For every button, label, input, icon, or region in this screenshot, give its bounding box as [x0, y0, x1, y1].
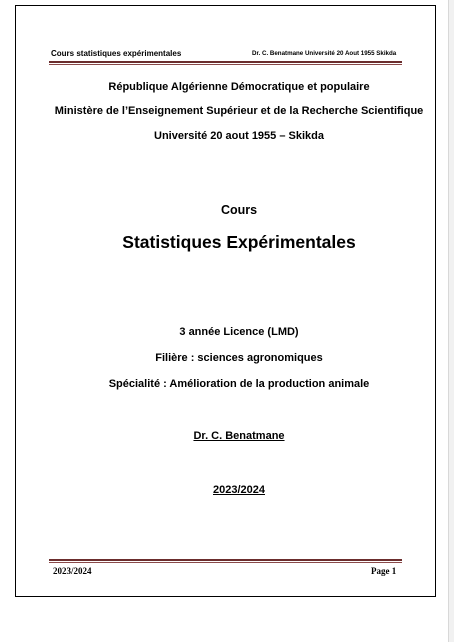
author-name [49, 430, 429, 442]
footer-rule-thick [49, 559, 402, 561]
course-title: Statistiques Expérimentales [122, 232, 356, 252]
vertical-scrollbar[interactable] [448, 0, 454, 642]
document-page [15, 5, 436, 597]
university-line: Université 20 aout 1955 – Skikda [154, 130, 324, 142]
running-header-right: Dr. C. Benatmane Université 20 Aout 1955 Skikda [252, 50, 397, 57]
speciality-line: Spécialité : Amélioration de la production animale [108, 378, 370, 390]
footer-page-number: Page 1 [371, 566, 397, 576]
academic-year-text: 2023/2024 [213, 484, 265, 496]
course-label: Cours [220, 203, 258, 217]
footer-rule-thin [49, 562, 402, 563]
author-name-text: Dr. C. Benatmane [193, 430, 285, 442]
header-rule-thin [49, 64, 402, 65]
academic-year [49, 484, 429, 496]
ministry-line: Ministère de l’Enseignement Supérieur et de la Recherche Scientifique [54, 105, 424, 117]
footer-year: 2023/2024 [53, 566, 92, 576]
running-header-left: Cours statistiques expérimentales [51, 49, 182, 58]
level-line: 3 année Licence (LMD) [179, 326, 299, 338]
republic-line: République Algérienne Démocratique et populaire [108, 81, 370, 93]
field-line: Filière : sciences agronomiques [155, 352, 323, 364]
header-rule-thick [49, 61, 402, 63]
